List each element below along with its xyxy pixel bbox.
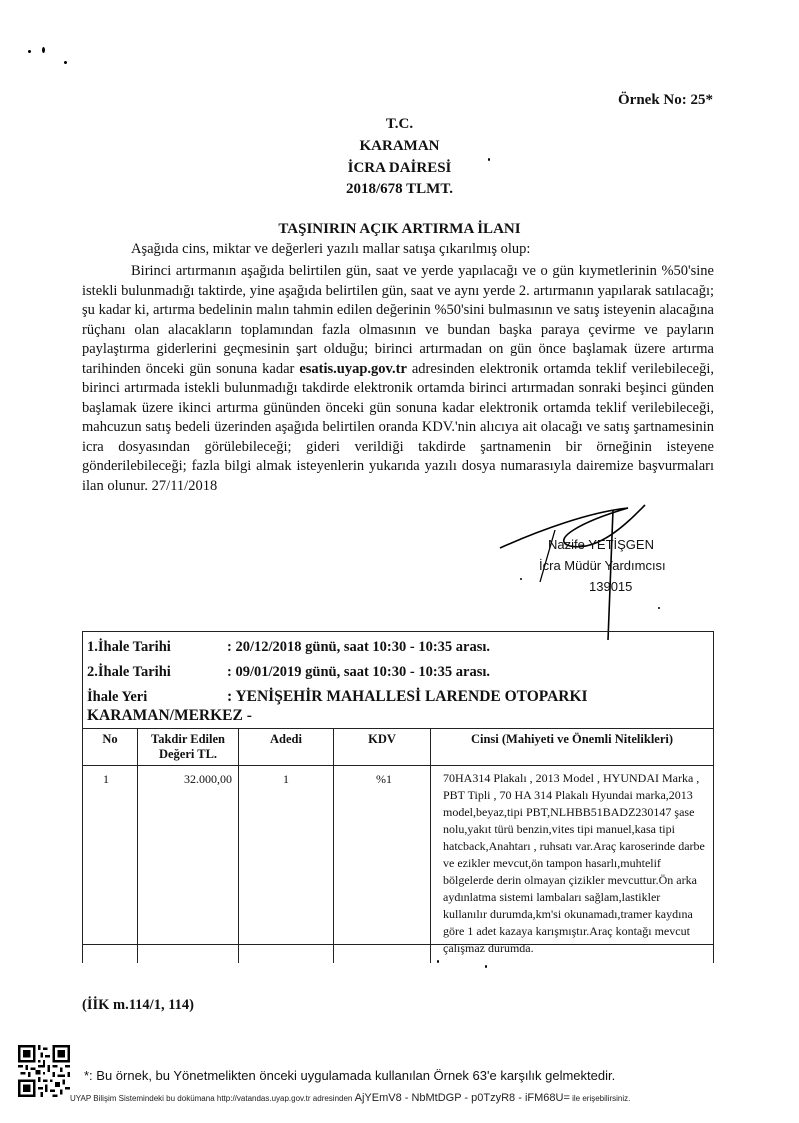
signatory-role: İcra Müdür Yardımcısı	[539, 558, 666, 573]
signatory-id: 139015	[589, 579, 633, 594]
footnote: *: Bu örnek, bu Yönetmelikten önceki uygulamada kullanılan Örnek 63'e karşılık gelmektedir.	[84, 1068, 616, 1083]
body-text-part2: adresinden elektronik ortamda teklif verilebileceği, birinci artırmada istekli bulunmadığı takdirde elektronik ortamda birinci artırmadan sonraki beşinci günden başlamak üzere ikinci artırma gününden önceki gün sonuna kadar elektronik ortamda teklif verilebileceği, mahcuzun satış bedeli üzerinden aşağıda belirtilen oranda KDV.'nin alıcıya ait olacağı ve satış şartnamesinin icra dosyasından görülebileceği; gideri verildiği takdirde şartnamenin bir örneğinin isteyene gönderilebileceği; fazla bilgi almak isteyenlerin yukarıda yazılı dosya numarasıyla dairemize başvurmaları ilan olunur. 27/11/2018	[82, 360, 714, 494]
announcement-body	[82, 262, 714, 496]
col-qty: Adedi	[239, 729, 334, 766]
auction-place: : YENİŞEHİR MAHALLESİ LARENDE OTOPARKI	[227, 688, 588, 705]
uyap-access-code: AjYEmV8 - NbMtDGP - p0TzyR8 - iFM68U=	[354, 1092, 570, 1104]
second-auction-date: : 09/01/2019 günü, saat 10:30 - 10:35 arası.	[227, 664, 491, 680]
col-no: No	[83, 729, 138, 766]
col-kdv: KDV	[334, 729, 431, 766]
cell-no: 1	[83, 766, 138, 964]
auction-place-label: İhale Yeri	[87, 689, 148, 705]
auction-place-cont: KARAMAN/MERKEZ -	[87, 707, 252, 724]
uyap-footer-prefix: UYAP Bilişim Sistemindeki bu dokümana http://vatandas.uyap.gov.tr adresinden	[70, 1094, 353, 1103]
cell-desc: 70HA314 Plakalı , 2013 Model , HYUNDAI Marka , PBT Tipli , 70 HA 314 Plakalı Hyundai marka,2013 model,beyaz,tipi PBT,NLHBB51BADZ230147 şase nolu,yakıt türü benzin,vites tipi manuel,kasa tipi hatcback,Anahtarı , ruhsatı var.Araç karoserinde darbe ve ezikler mevcut,ön tampon hasarlı,muhtelif bölgelerde derin olmayan çizikler mevcuttur.Ön arka aydınlatma sistemi lambaları sağlam,lastikler kullanılır durumda,km'si okunamadı,tramer kaydına göre 1 adet kazaya karışmıştır.Araç kontağı mevcut çalışmaz durumda.	[431, 766, 714, 964]
table-header-row	[83, 729, 714, 766]
uyap-footer	[70, 1092, 630, 1104]
cell-qty: 1	[239, 766, 334, 964]
col-desc: Cinsi (Mahiyeti ve Önemli Nitelikleri)	[431, 729, 714, 766]
first-auction-label: 1.İhale Tarihi	[87, 639, 171, 655]
office-tc: T.C.	[385, 116, 414, 132]
second-auction-label: 2.İhale Tarihi	[87, 664, 171, 680]
law-reference: (İİK m.114/1, 114)	[82, 997, 194, 1013]
esatis-link[interactable]: esatis.uyap.gov.tr	[299, 360, 407, 377]
example-number: Örnek No: 25*	[618, 92, 713, 108]
qr-code	[18, 1045, 70, 1097]
cell-value: 32.000,00	[138, 766, 239, 964]
office-city: KARAMAN	[359, 138, 440, 154]
office-name: İCRA DAİRESİ	[347, 160, 452, 176]
uyap-footer-suffix: ile erişebilirsiniz.	[572, 1094, 631, 1103]
cell-kdv: %1	[334, 766, 431, 964]
signatory-name: Nazife YETİŞGEN	[548, 537, 654, 552]
body-text-part1: Birinci artırmanın aşağıda belirtilen gün, saat ve yerde yapılacağı ve o gün kıymetlerinin %50'sine istekli bulunmadığı taktirde, yine aşağıda belirtilen gün, saat ve aynı yerde 2. artırmanın yapılarak satılacağı; şu kadar ki, artırma bedelinin malın tahmin edilen değerinin %50'sini bulmasının ve satış isteyenin alacağına rüçhanı olan alacakların toplamından fazla olmasının ve bundan başka paraya çevirme ve payların paylaştırma giderlerini geçmesinin şart olduğu; birinci artırmadan on gün önce başlamak üzere artırma tarihinden önceki gün sonuna kadar	[82, 263, 714, 377]
items-table	[82, 728, 714, 963]
first-auction-date: : 20/12/2018 günü, saat 10:30 - 10:35 arası.	[227, 639, 491, 655]
table-row	[83, 766, 714, 964]
file-number: 2018/678 TLMT.	[346, 181, 453, 197]
announcement-title: TAŞINIRIN AÇIK ARTIRMA İLANI	[278, 221, 521, 237]
col-value: Takdir Edilen Değeri TL.	[138, 729, 239, 766]
announcement-intro: Aşağıda cins, miktar ve değerleri yazılı mallar satışa çıkarılmış olup:	[131, 241, 531, 257]
